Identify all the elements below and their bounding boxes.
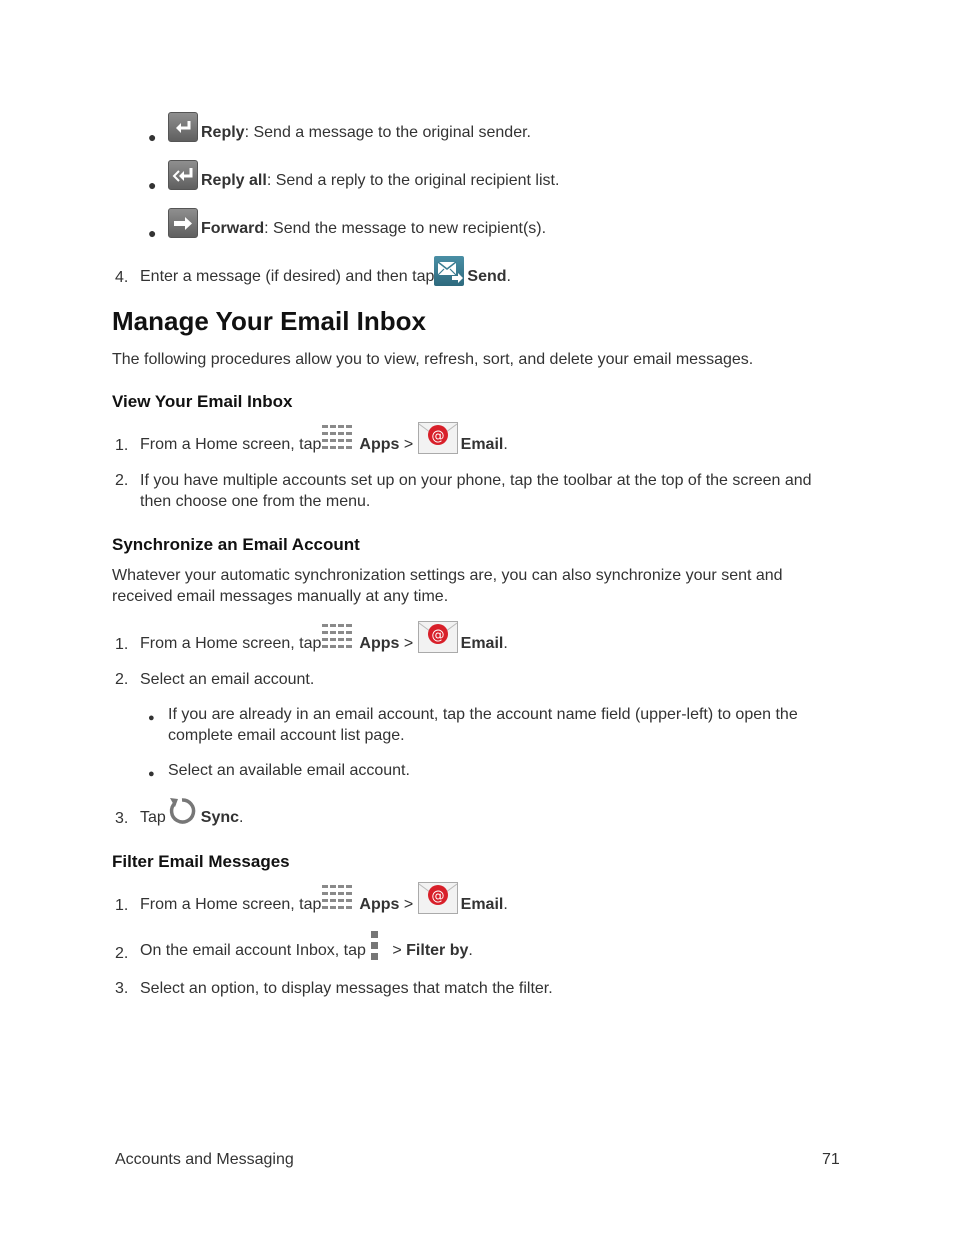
step-number: 3. bbox=[115, 810, 129, 827]
svg-text:@: @ bbox=[431, 628, 445, 643]
step-number: 4. bbox=[115, 269, 129, 286]
sync-intro: Whatever your automatic synchronization settings are, you can also synchronize your sent and received email messages manually at any time. bbox=[112, 567, 783, 605]
forward-item: Forward: Send the message to new recipient(s). bbox=[168, 208, 546, 238]
section-intro: The following procedures allow you to view, refresh, sort, and delete your email messages. bbox=[112, 351, 754, 368]
page-number: 71 bbox=[822, 1151, 840, 1168]
reply-item: Reply: Send a message to the original sender. bbox=[168, 112, 531, 142]
filter-step-1: From a Home screen, tap Apps > @ Email . bbox=[140, 882, 508, 914]
step-4: Enter a message (if desired) and then tap Send . bbox=[140, 256, 511, 286]
bullet-dot: ● bbox=[148, 129, 157, 145]
step-number: 1. bbox=[115, 437, 129, 454]
sync-step-3: Tap Sync . bbox=[140, 795, 244, 827]
step-number: 1. bbox=[115, 897, 129, 914]
footer-chapter: Accounts and Messaging bbox=[115, 1151, 294, 1168]
step-number: 2. bbox=[115, 945, 129, 962]
bullet-dot: ● bbox=[148, 768, 155, 780]
sync-icon bbox=[166, 795, 198, 827]
filter-step-3: Select an option, to display messages that match the filter. bbox=[140, 980, 553, 997]
step-number: 3. bbox=[115, 980, 129, 997]
step-number: 1. bbox=[115, 636, 129, 653]
view-heading: View Your Email Inbox bbox=[112, 392, 293, 411]
svg-text:@: @ bbox=[431, 429, 445, 444]
step-number: 2. bbox=[115, 472, 129, 489]
bullet-dot: ● bbox=[148, 712, 155, 724]
reply-icon bbox=[168, 112, 198, 142]
sync-heading: Synchronize an Email Account bbox=[112, 535, 360, 554]
forward-icon bbox=[168, 208, 198, 238]
sync-sub-bullet-1: If you are already in an email account, tap the account name field (upper-left) to open the complete email account list page. bbox=[168, 706, 798, 744]
sync-step-1: From a Home screen, tap Apps > @ Email . bbox=[140, 621, 508, 653]
bullet-dot: ● bbox=[148, 225, 157, 241]
more-options-icon bbox=[370, 930, 380, 960]
apps-icon bbox=[321, 424, 356, 454]
reply-all-icon bbox=[168, 160, 198, 190]
sync-sub-bullet-2: Select an available email account. bbox=[168, 762, 410, 779]
svg-text:@: @ bbox=[431, 889, 445, 904]
filter-heading: Filter Email Messages bbox=[112, 852, 290, 871]
email-icon bbox=[418, 621, 458, 653]
reply-all-item: Reply all: Send a reply to the original recipient list. bbox=[168, 160, 559, 190]
apps-icon bbox=[321, 623, 356, 653]
apps-icon bbox=[321, 884, 356, 914]
sync-step-2: Select an email account. bbox=[140, 671, 315, 688]
email-icon bbox=[418, 422, 458, 454]
section-title: Manage Your Email Inbox bbox=[112, 306, 426, 336]
email-icon bbox=[418, 882, 458, 914]
step-number: 2. bbox=[115, 671, 129, 688]
view-step-2: If you have multiple accounts set up on your phone, tap the toolbar at the top of the screen and then choose one from the menu. bbox=[140, 472, 812, 510]
view-step-1: From a Home screen, tap Apps > @ Email . bbox=[140, 422, 508, 454]
filter-step-2: On the email account Inbox, tap > Filter by . bbox=[140, 930, 473, 960]
bullet-dot: ● bbox=[148, 177, 157, 193]
send-icon bbox=[434, 256, 464, 286]
